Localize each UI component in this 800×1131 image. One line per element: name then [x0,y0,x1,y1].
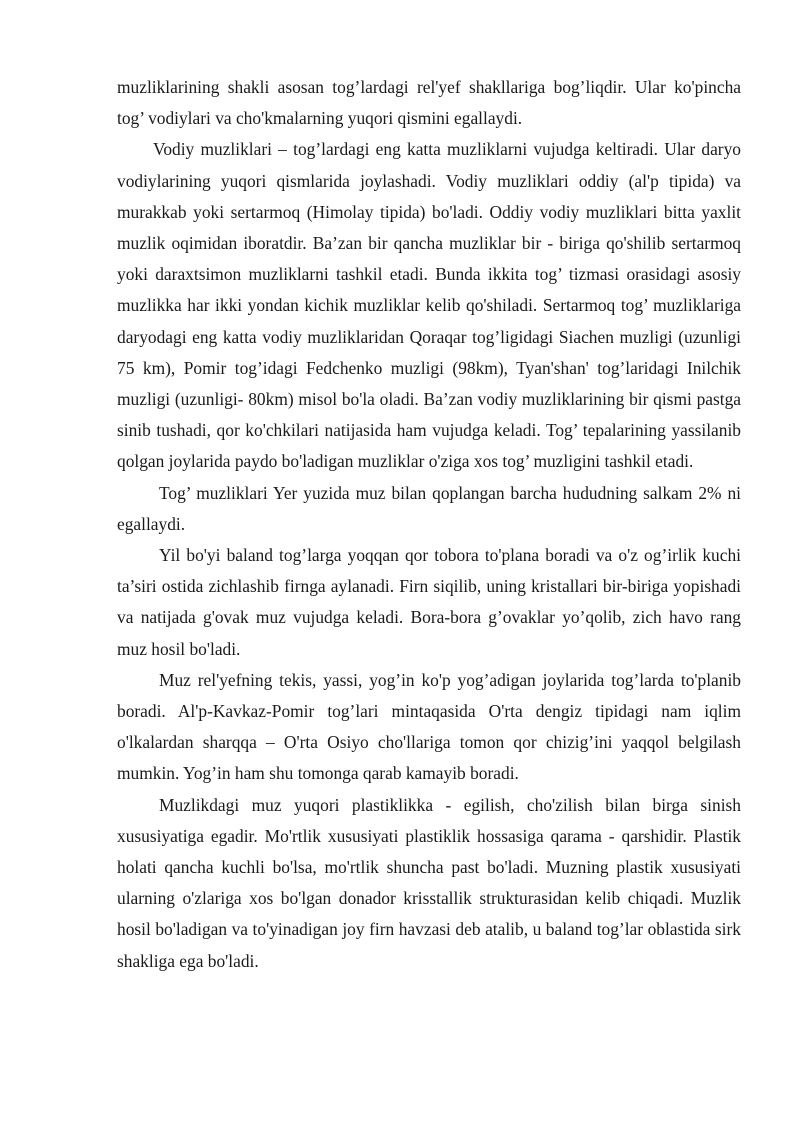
paragraph-2: Vodiy muzliklari – tog’lardagi eng katta muzliklarni vujudga keltiradi. Ular daryo vodiylarining yuqori qismlarida joylashadi. Vodiy muzliklari oddiy (al'p tipida) va murakkab yoki sertarmoq (Himolay tipida) bo'ladi. Oddiy vodiy muzliklari bitta yaxlit muzlik oqimidan iboratdir. Ba’zan bir qancha muzliklar bir - biriga qo'shilib sertarmoq yoki daraxtsimon muzliklarni tashkil etadi. Bunda ikkita tog’ tizmasi orasidagi asosiy muzlikka har ikki yondan kichik muzliklar kelib qo'shiladi. Sertarmoq tog’ muzliklariga daryodagi eng katta vodiy muzliklaridan Qoraqar tog’ligidagi Siachen muzligi (uzunligi 75 km), Pomir tog’idagi Fedchenko muzligi (98km), Tyan'shan' tog’laridagi Inilchik muzligi (uzunligi- 80km) misol bo'la oladi. Ba’zan vodiy muzliklarining bir qismi pastga sinib tushadi, qor ko'chkilari natijasida ham vujudga keladi. Tog’ tepalarining yassilanib qolgan joylarida paydo bo'ladigan muzliklar o'ziga xos tog’ muzligini tashkil etadi. [117,139,741,472]
paragraph-3: Tog’ muzliklari Yer yuzida muz bilan qoplangan barcha hududning salkam 2% ni egallaydi. [117,482,741,534]
paragraph-1: muzliklarining shakli asosan tog’lardagi rel'yef shakllariga bog’liqdir. Ular ko'pincha tog’ vodiylari va cho'kmalarning yuqori qismini egallaydi. [117,77,741,129]
paragraph-4: Yil bo'yi baland tog’larga yoqqan qor tobora to'plana boradi va o'z og’irlik kuchi ta’siri ostida zichlashib firnga aylanadi. Firn siqilib, uning kristallari bir-biriga yopishadi va natijada g'ovak muz vujudga keladi. Bora-bora g’ovaklar yo’qolib, zich havo rang muz hosil bo'ladi. [117,545,741,659]
document-body [117,72,741,977]
paragraph-6: Muzlikdagi muz yuqori plastiklikka - egilish, cho'zilish bilan birga sinish xususiyatiga egadir. Mo'rtlik xususiyati plastiklik hossasiga qarama - qarshidir. Plastik holati qancha kuchli bo'lsa, mo'rtlik shuncha past bo'ladi. Muzning plastik xususiyati ularning o'zlariga xos bo'lgan donador krisstallik strukturasidan kelib chiqadi. Muzlik hosil bo'ladigan va to'yinadigan joy firn havzasi deb atalib, u baland tog’lar oblastida sirk shakliga ega bo'ladi. [117,794,741,971]
paragraph-5: Muz rel'yefning tekis, yassi, yog’in ko'p yog’adigan joylarida tog’larda to'planib boradi. Al'p-Kavkaz-Pomir tog’lari mintaqasida O'rta dengiz tipidagi nam iqlim o'lkalardan sharqqa – O'rta Osiyo cho'llariga tomon qor chizig’ini yaqqol belgilash mumkin. Yog’in ham shu tomonga qarab kamayib boradi. [117,669,741,784]
